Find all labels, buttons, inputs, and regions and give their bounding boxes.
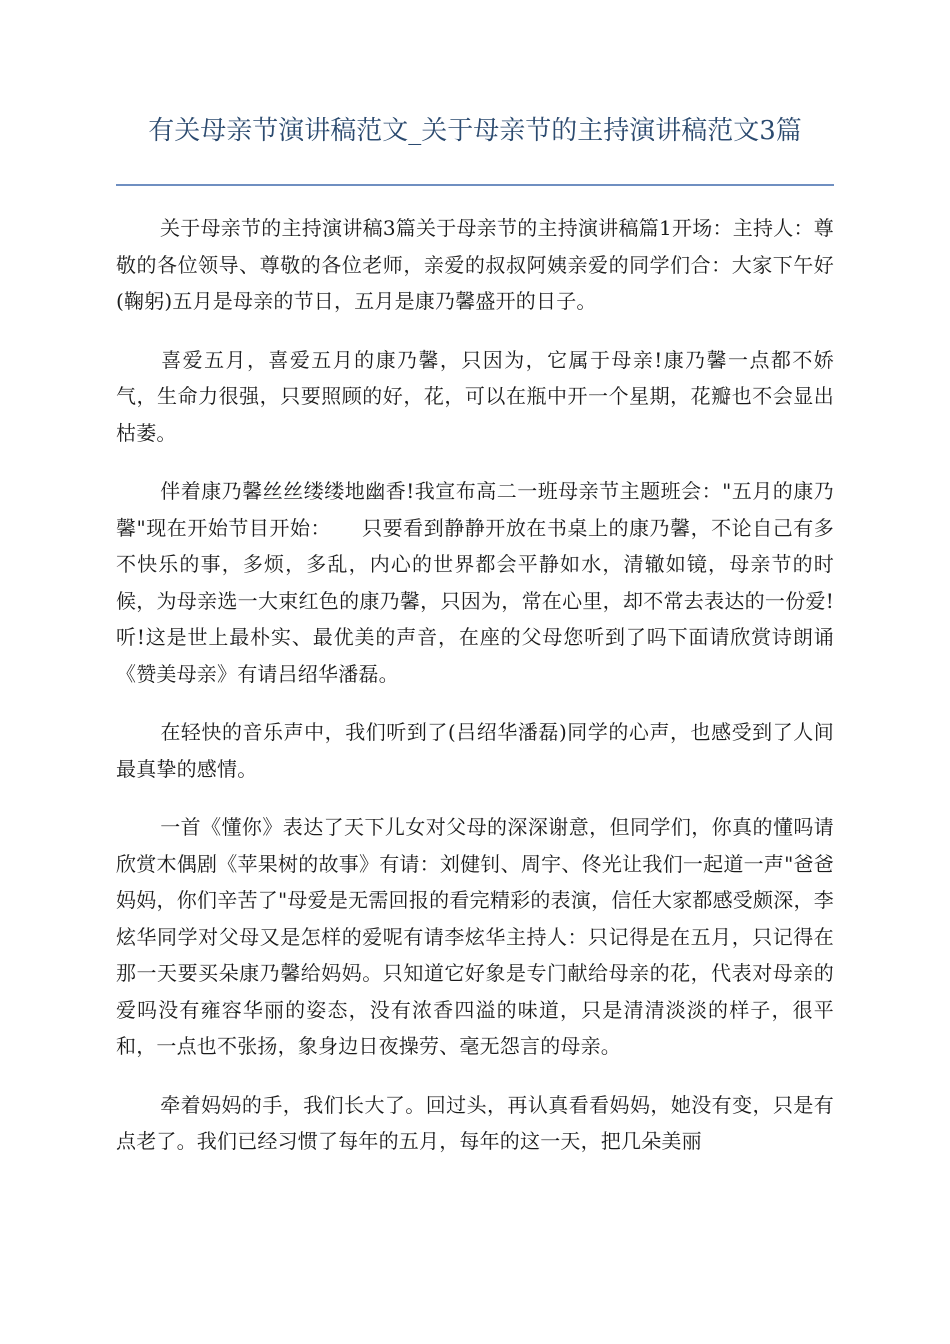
paragraph-4 — [116, 714, 834, 787]
paragraph-5 — [116, 809, 834, 1065]
title-divider — [116, 184, 834, 186]
paragraph-text: 关于母亲节的主持演讲稿3篇关于母亲节的主持演讲稿篇1开场：主持人：尊敬的各位领导、尊敬的各位老师，亲爱的叔叔阿姨亲爱的同学们合：大家下午好(鞠躬)五月是母亲的节日，五月是康乃馨盛开的日子。 — [116, 216, 834, 313]
document-body — [116, 210, 834, 1182]
paragraph-text: 牵着妈妈的手，我们长大了。回过头，再认真看看妈妈，她没有变，只是有点老了。我们已经习惯了每年的五月，每年的这一天，把几朵美丽 — [116, 1092, 834, 1153]
paragraph-6 — [116, 1087, 834, 1160]
document-title: 有关母亲节演讲稿范文_关于母亲节的主持演讲稿范文3篇 — [148, 116, 802, 146]
paragraph-text: 在轻快的音乐声中，我们听到了(吕绍华潘磊)同学的心声，也感受到了人间最真挚的感情。 — [116, 720, 834, 781]
paragraph-2 — [116, 342, 834, 452]
paragraph-text: 喜爱五月，喜爱五月的康乃馨，只因为，它属于母亲!康乃馨一点都不娇气，生命力很强，只要照顾的好，花，可以在瓶中开一个星期，花瓣也不会显出枯萎。 — [116, 347, 834, 445]
paragraph-text: 伴着康乃馨丝丝缕缕地幽香!我宣布高二一班母亲节主题班会："五月的康乃馨"现在开始节目开始： 只要看到静静开放在书桌上的康乃馨，不论自己有多不快乐的事，多烦，多乱，内心的世界都会平静如水，清辙如镜，母亲节的时候，为母亲选一大束红色的康乃馨，只因为，常在心里，却不常去表达的一份爱!听!这是世上最朴实、最优美的声音，在座的父母您听到了吗下面请欣赏诗朗诵《赞美母亲》有请吕绍华潘磊。 — [116, 479, 834, 686]
paragraph-3 — [116, 473, 834, 692]
paragraph-1 — [116, 210, 834, 320]
paragraph-text: 一首《懂你》表达了天下儿女对父母的深深谢意，但同学们，你真的懂吗请欣赏木偶剧《苹果树的故事》有请：刘健钊、周宇、佟光让我们一起道一声"爸爸妈妈，你们辛苦了"母爱是无需回报的看完精彩的表演，信任大家都感受颇深，李炫华同学对父母又是怎样的爱呢有请李炫华主持人：只记得是在五月，只记得在那一天要买朵康乃馨给妈妈。只知道它好象是专门献给母亲的花，代表对母亲的爱吗没有雍容华丽的姿态，没有浓香四溢的味道，只是清清淡淡的样子，很平和，一点也不张扬，象身边日夜操劳、毫无怨言的母亲。 — [116, 815, 834, 1058]
